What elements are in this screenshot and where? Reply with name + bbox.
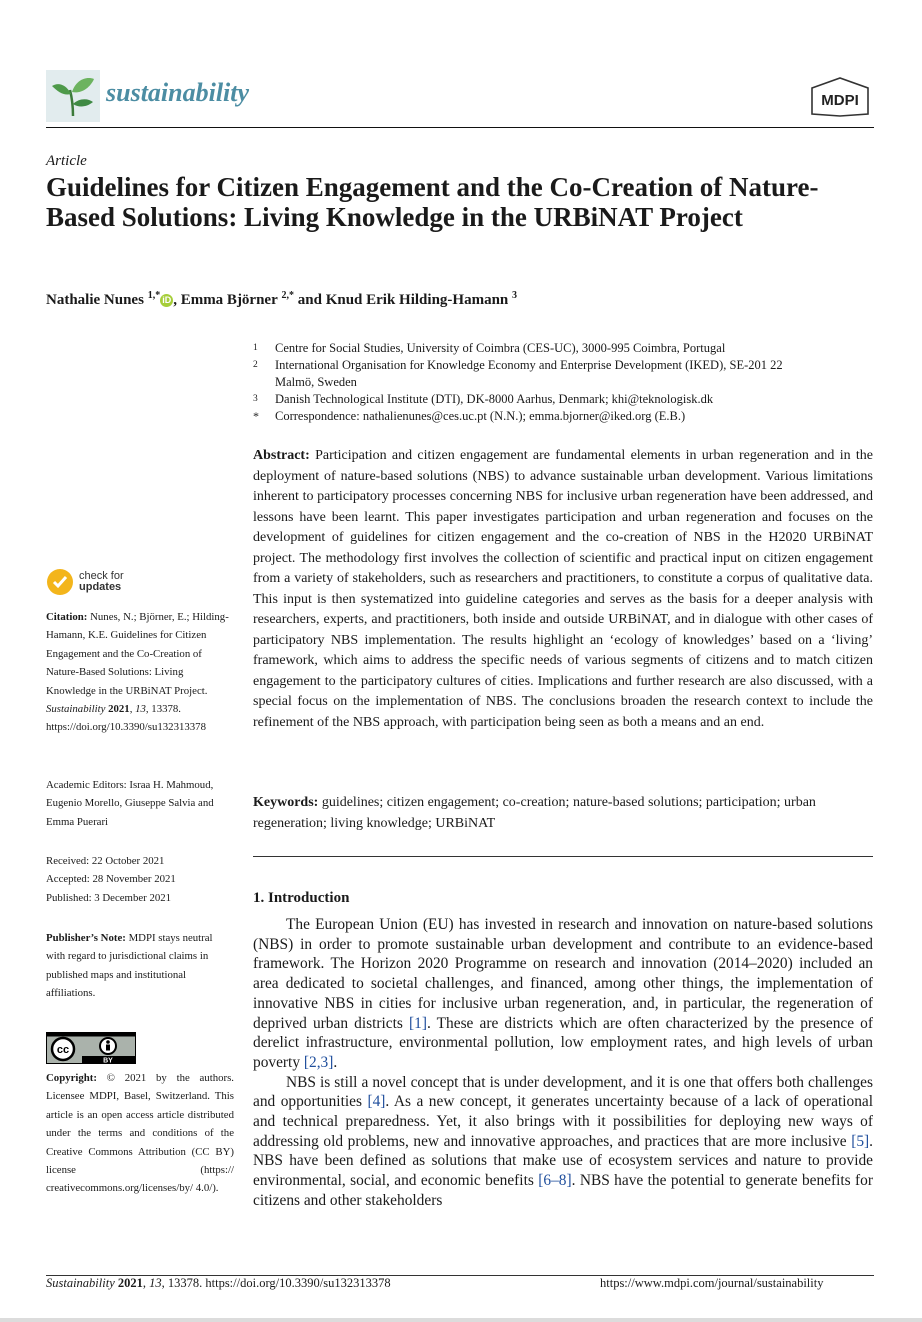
publisher-note-text: MDPI stays neutral with regard to jurisdictional claims in published maps and institutional affiliations. xyxy=(46,932,213,1000)
article-type: Article xyxy=(46,153,87,169)
paragraph xyxy=(253,915,873,1073)
affiliation-mark: 3 xyxy=(253,394,258,404)
citation-journal: Sustainability xyxy=(46,703,106,716)
citation-label: Citation: xyxy=(46,611,88,623)
reference-link[interactable]: [4] xyxy=(367,1093,386,1111)
abstract-label: Abstract: xyxy=(253,448,310,463)
footer-citation: Sustainability 2021, 13, 13378. https://doi.org/10.3390/su132313378 xyxy=(46,1276,391,1290)
citation-doi[interactable]: , 13378. https://doi.org/10.3390/su132313378 xyxy=(46,703,206,734)
affiliation-text: International Organisation for Knowledge Economy and Enterprise Development (IKED), SE-201 22 Malmö, Sweden xyxy=(275,358,783,389)
text-run: The European Union (EU) has invested in research and innovation on nature-based solutions (NBS) in order to promote sustainable urban development and contribute to an evidence-based framework. The Horizon 2020 Programme on research and innovation (2014–2020) included an area dedicated to societal challenges, and financed, among other things, the implementation of innovative NBS in cities for inclusive urban regeneration, and, in particular, the regeneration of deprived urban districts xyxy=(253,916,873,1032)
academic-editors: Academic Editors: Israa H. Mahmoud, Eugenio Morello, Giuseppe Salvia and Emma Puerari xyxy=(46,779,214,828)
text-run: . NBS have the potential to generate benefits for citizens and other stakeholders xyxy=(253,1172,874,1209)
abstract-divider xyxy=(253,856,873,857)
footer-year: 2021 xyxy=(117,1276,143,1290)
author-affiliation-mark: 2,* xyxy=(281,290,294,301)
dates-block xyxy=(46,852,234,907)
citation-text: Nunes, N.; Björner, E.; Hilding-Hamann, K.E. Guidelines for Citizen Engagement and the Co-Creation of Nature-Based Solutions: Living Knowledge in the URBiNAT Project. xyxy=(46,611,229,697)
publisher-note-label: Publisher’s Note: xyxy=(46,932,126,944)
abstract xyxy=(253,446,873,733)
cc-by-license-badge[interactable] xyxy=(46,1032,136,1069)
affiliation-mark: 2 xyxy=(253,360,258,370)
copyright-text: © 2021 by the authors. Licensee MDPI, Basel, Switzerland. This article is an open access article distributed under the terms and conditions of the Creative Commons Attribution (CC BY) license (https:// creativecommons.org/licenses/by/ 4.0/). xyxy=(46,1072,234,1195)
affiliation-mark: * xyxy=(253,409,259,423)
cc-by-label: BY xyxy=(103,1057,113,1064)
abstract-text: Participation and citizen engagement are fundamental elements in urban regeneration and in the deployment of nature-based solutions (NBS) to advance sustainable urban development. Various limitations inherent to participatory processes concerning NBS for inclusive urban regeneration have been addressed, and lessons have been learnt. This paper investigates participation and urban regeneration and focuses on the development of guidelines for citizen engagement and the co-creation of NBS in the H2020 URBiNAT project. The methodology first involves the collection of scientific and practical input on citizen engagement from a variety of stakeholders, such as researchers and practitioners, to constitute a corpus of qualitative data. This input is then systematized into guideline categories and serves as the basis for a deeper analysis with researchers, experts, and practitioners, both inside and outside URBiNAT, and in dialogue with other cases of participatory NBS implementation. The results highlight an ‘ecology of knowledges’ based on a ‘living’ framework, which aims to address the specific needs of various segments of citizens and to match citizen engagement to the participatory cultures of cities. Implications and further research are also discussed, with a special focus on the implementation of NBS. The conclusions broaden the research context to include the refinement of the NBS approach, with participation being seen as both a means and an end. xyxy=(253,448,874,730)
affiliation-item xyxy=(253,357,873,391)
footer-journal: Sustainability xyxy=(46,1276,115,1290)
received-date: Received: 22 October 2021 xyxy=(46,855,165,867)
mdpi-logo-text: MDPI xyxy=(821,92,859,109)
citation-block: Citation: Nunes, N.; Björner, E.; Hilding-Hamann, K.E. Guidelines for Citizen Engagement and the Co-Creation of Nature-Based Solutions: Living Knowledge in the URBiNAT Project. Sustainability 2021, 13, 13378. https://doi.org/10.3390/su132313378 xyxy=(46,611,229,734)
published-date: Published: 3 December 2021 xyxy=(46,891,172,904)
updates-label: check for xyxy=(79,570,124,582)
affiliation-text: Centre for Social Studies, University of Coimbra (CES-UC), 3000-995 Coimbra, Portugal xyxy=(275,341,726,355)
copyright-notice xyxy=(46,1069,234,1198)
citation-volume: 13 xyxy=(135,703,146,716)
plant-sprout-icon xyxy=(46,70,100,122)
affiliation-item xyxy=(253,340,873,357)
correspondence xyxy=(253,408,873,425)
keywords-label: Keywords: xyxy=(253,795,319,810)
reference-link[interactable]: [1] xyxy=(409,1014,427,1032)
affiliation-mark: 1 xyxy=(253,343,258,353)
footer-volume: 13 xyxy=(149,1276,162,1290)
copyright-label: Copyright: xyxy=(46,1072,97,1084)
author-list xyxy=(46,290,517,309)
citation-year: 2021 xyxy=(108,703,130,716)
reference-link[interactable]: [5] xyxy=(851,1132,870,1150)
mdpi-logo[interactable] xyxy=(808,76,872,123)
keywords xyxy=(253,793,873,834)
journal-logo xyxy=(46,70,100,122)
author-name[interactable]: Emma Björner xyxy=(180,292,278,308)
reference-link[interactable]: [2,3] xyxy=(303,1053,334,1071)
intro-body xyxy=(253,915,873,1211)
author-name[interactable]: Knud Erik Hilding-Hamann xyxy=(325,292,509,308)
check-updates-icon xyxy=(46,568,74,596)
accepted-date: Accepted: 28 November 2021 xyxy=(46,873,176,886)
text-run: . As a new concept, it generates uncertainty because of a lack of operational and technical preparedness. Yet, it also brings with it possibilities for deploying new ways of addressing old problems, new and innovative approaches, and practices that are more inclusive xyxy=(253,1093,873,1150)
author-separator: and xyxy=(294,292,326,308)
publisher-note xyxy=(46,929,234,1003)
journal-name[interactable]: sustainability xyxy=(106,78,250,107)
reference-link[interactable]: [6–8] xyxy=(538,1172,572,1190)
correspondence-text: Correspondence: nathalienunes@ces.uc.pt (N.N.); emma.bjorner@iked.org (E.B.) xyxy=(275,409,686,423)
check-for-updates-button[interactable] xyxy=(46,568,124,596)
text-run: . NBS have been defined as solutions that make use of ecosystem services and nature to provide environmental, social, and economic benefits xyxy=(253,1132,873,1190)
author-affiliation-mark: 1,* xyxy=(147,290,161,301)
footer-journal-url[interactable]: https://www.mdpi.com/journal/sustainability xyxy=(600,1276,824,1290)
author-name[interactable]: Nathalie Nunes xyxy=(46,292,144,308)
section-heading: 1. Introduction xyxy=(253,890,350,906)
article-title: Guidelines for Citizen Engagement and the Co-Creation of Nature-Based Solutions: Living Knowledge in the URBiNAT Project xyxy=(46,172,819,232)
orcid-icon[interactable]: iD xyxy=(162,295,172,305)
author-separator: , xyxy=(173,292,181,308)
header-rule xyxy=(46,127,874,128)
affiliations xyxy=(253,340,873,425)
text-run: . xyxy=(333,1053,338,1071)
keywords-text: guidelines; citizen engagement; co-creation; nature-based solutions; participation; urban regeneration; living knowledge; URBiNAT xyxy=(253,795,816,831)
paragraph xyxy=(253,1073,873,1211)
updates-label: updates xyxy=(79,581,122,593)
svg-text:cc: cc xyxy=(56,1044,70,1056)
page-bottom-edge xyxy=(0,1318,922,1322)
affiliation-text: Danish Technological Institute (DTI), DK-8000 Aarhus, Denmark; khi@teknologisk.dk xyxy=(275,392,714,406)
footer-doi[interactable]: , 13378. https://doi.org/10.3390/su132313378 xyxy=(161,1276,391,1290)
author-affiliation-mark: 3 xyxy=(512,290,518,301)
text-run: NBS is still a novel concept that is under development, and it is one that offers both challenges and opportunities xyxy=(253,1073,873,1111)
text-run: . These are districts which are often characterized by the presence of derelict infrastructure, environmental pollution, low employment rates, and high levels of urban poverty xyxy=(253,1014,874,1071)
affiliation-item xyxy=(253,391,873,408)
